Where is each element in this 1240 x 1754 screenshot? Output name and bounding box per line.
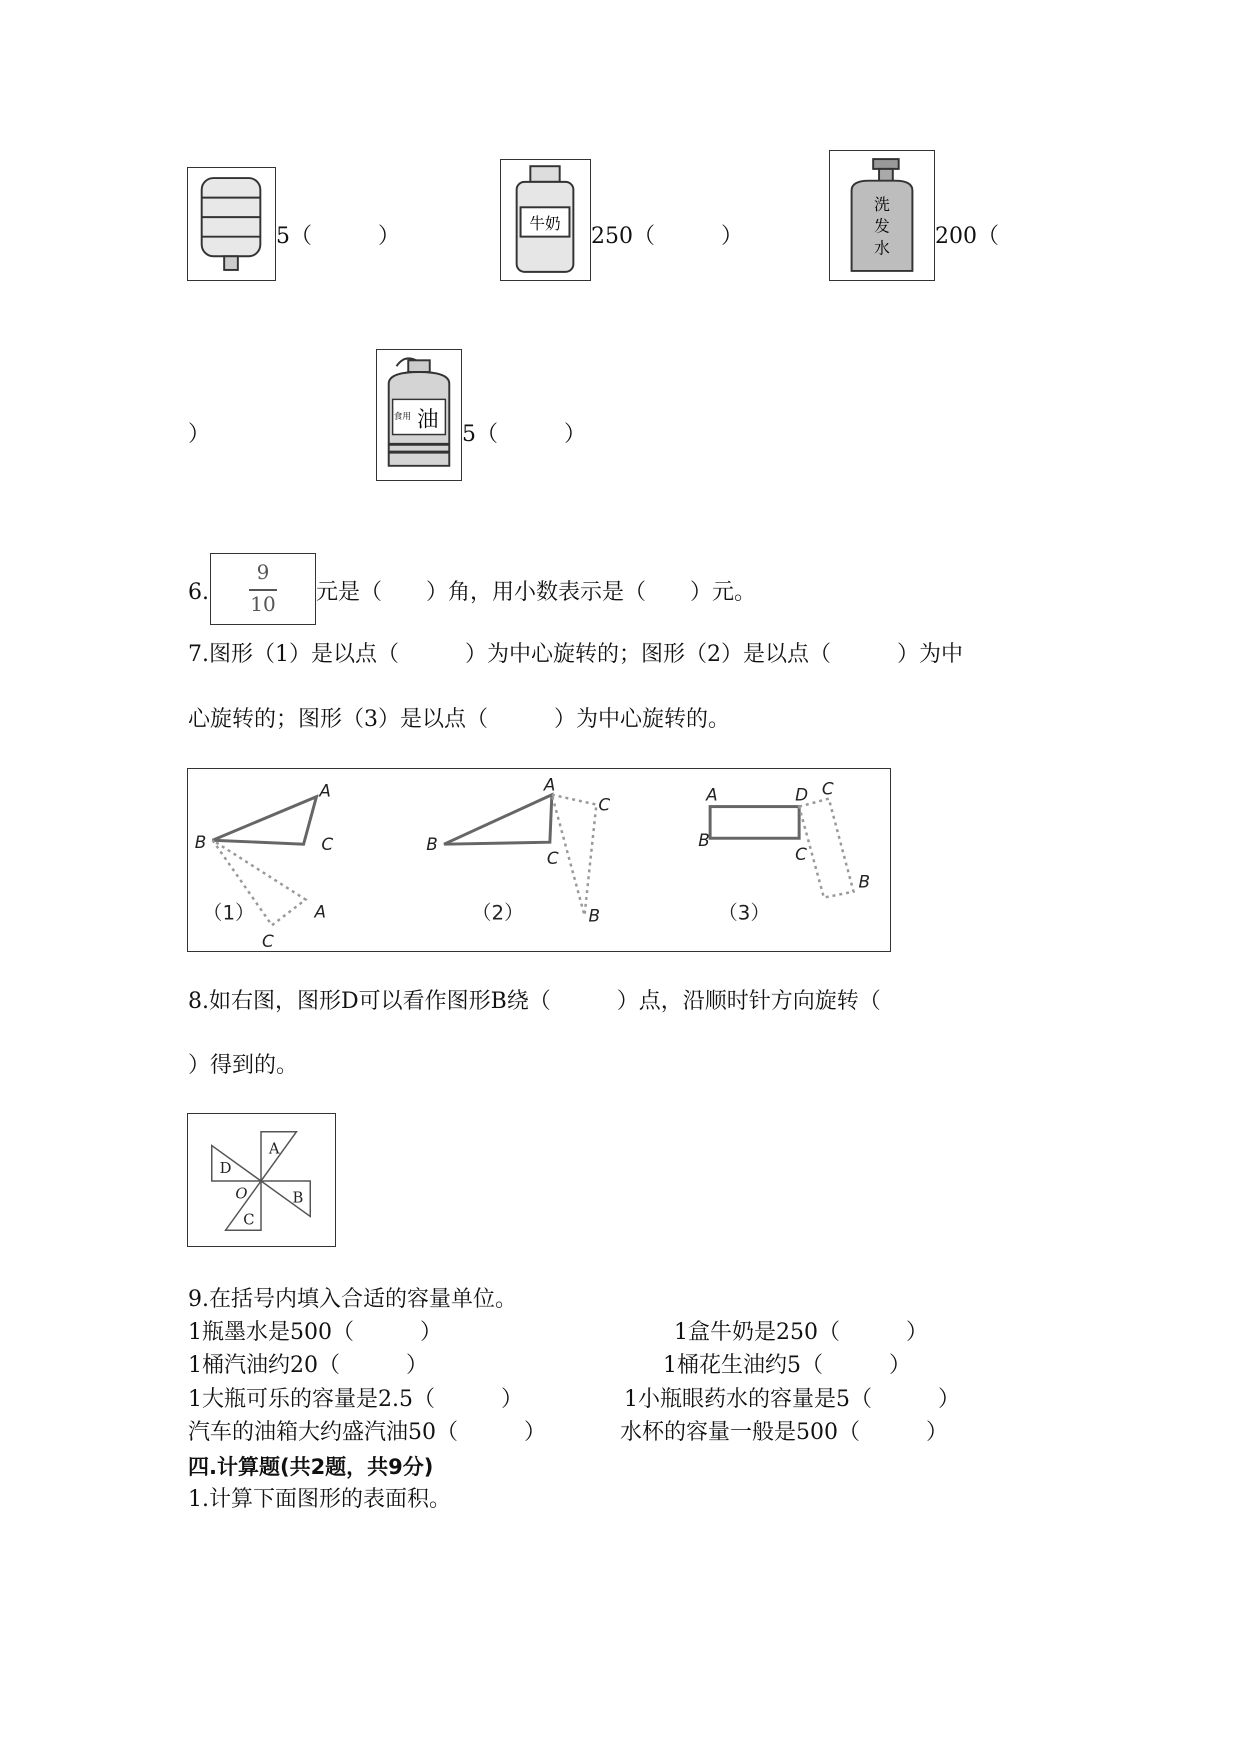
shampoo-answer: 200（ bbox=[935, 224, 999, 249]
q9-left-4: 汽车的油箱大约盛汽油50（ ） bbox=[188, 1420, 546, 1445]
bucket-answer: 5（ ） bbox=[276, 224, 400, 249]
svg-text:O: O bbox=[235, 1185, 248, 1203]
q9-right-4: 水杯的容量一般是500（ ） bbox=[620, 1420, 948, 1445]
fraction-bar bbox=[249, 589, 277, 591]
svg-text:（3）: （3） bbox=[718, 901, 771, 925]
svg-text:C: C bbox=[321, 834, 334, 855]
milk-bottle-icon bbox=[501, 160, 590, 280]
q9-left-2: 1桶汽油约20（ ） bbox=[188, 1353, 428, 1378]
svg-text:B: B bbox=[588, 905, 600, 926]
q9-title: 9.在括号内填入合适的容量单位。 bbox=[188, 1287, 517, 1312]
svg-text:D: D bbox=[219, 1160, 232, 1178]
oil-can-icon bbox=[377, 350, 461, 480]
q8-line1: 8.如右图，图形D可以看作图形B绕（ ）点，沿顺时针方向旋转（ bbox=[188, 989, 881, 1014]
svg-text:（1）: （1） bbox=[202, 901, 255, 925]
oil-can-image bbox=[376, 349, 462, 481]
section-heading: 四.计算题(共2题，共9分) bbox=[188, 1455, 434, 1479]
shampoo-image bbox=[829, 150, 935, 281]
svg-text:C: C bbox=[262, 931, 274, 951]
svg-text:食用: 食用 bbox=[393, 411, 412, 422]
q9-right-3: 1小瓶眼药水的容量是5（ ） bbox=[624, 1387, 960, 1412]
svg-text:D: D bbox=[795, 784, 809, 805]
q9-right-1: 1盒牛奶是250（ ） bbox=[674, 1320, 928, 1345]
figure-2 bbox=[426, 775, 610, 926]
svg-text:B: B bbox=[292, 1189, 304, 1207]
q9-right-2: 1桶花生油约5（ ） bbox=[663, 1353, 911, 1378]
svg-text:水: 水 bbox=[874, 238, 890, 258]
svg-text:牛奶: 牛奶 bbox=[529, 213, 561, 233]
shampoo-answer-close: ） bbox=[188, 422, 211, 447]
section4-q1: 1.计算下面图形的表面积。 bbox=[188, 1487, 451, 1512]
milk-answer: 250（ ） bbox=[591, 224, 743, 249]
svg-text:洗: 洗 bbox=[874, 195, 890, 215]
water-bucket-icon bbox=[188, 168, 275, 280]
svg-text:C: C bbox=[795, 844, 807, 864]
svg-text:C: C bbox=[598, 794, 611, 815]
rotation-figure bbox=[187, 768, 891, 952]
svg-text:C: C bbox=[546, 847, 559, 868]
fraction-denominator: 10 bbox=[250, 592, 276, 616]
shampoo-bottle-icon bbox=[830, 151, 934, 280]
svg-text:B: B bbox=[426, 834, 438, 855]
svg-text:C: C bbox=[243, 1211, 255, 1229]
pinwheel-figure bbox=[187, 1113, 336, 1247]
fraction-numerator: 9 bbox=[256, 560, 270, 584]
svg-text:B: B bbox=[858, 871, 871, 892]
fraction-box bbox=[210, 553, 316, 625]
figure-3 bbox=[698, 779, 870, 925]
q6-number: 6. bbox=[188, 580, 209, 605]
svg-text:B: B bbox=[698, 830, 710, 851]
q9-left-3: 1大瓶可乐的容量是2.5（ ） bbox=[188, 1387, 523, 1412]
water-bucket-image bbox=[187, 167, 276, 281]
milk-bottle-image bbox=[500, 159, 591, 281]
svg-text:油: 油 bbox=[417, 407, 439, 433]
q7-line2: 心旋转的；图形（3）是以点（ ）为中心旋转的。 bbox=[188, 707, 730, 732]
figure-1 bbox=[195, 781, 334, 951]
q7-line1: 7.图形（1）是以点（ ）为中心旋转的；图形（2）是以点（ ）为中 bbox=[188, 642, 963, 667]
q8-line2: ）得到的。 bbox=[188, 1053, 299, 1078]
svg-text:A: A bbox=[543, 774, 556, 795]
svg-text:（2）: （2） bbox=[471, 901, 524, 925]
q6-text: 元是（ ）角，用小数表示是（ ）元。 bbox=[316, 580, 757, 605]
svg-text:C: C bbox=[821, 778, 834, 799]
svg-text:A: A bbox=[268, 1140, 280, 1158]
svg-text:发: 发 bbox=[874, 216, 890, 236]
svg-text:A: A bbox=[706, 784, 718, 805]
svg-text:A: A bbox=[314, 901, 326, 922]
svg-text:B: B bbox=[194, 832, 207, 853]
q9-left-1: 1瓶墨水是500（ ） bbox=[188, 1320, 442, 1345]
oil-answer: 5（ ） bbox=[462, 422, 586, 447]
svg-text:A: A bbox=[319, 780, 331, 801]
